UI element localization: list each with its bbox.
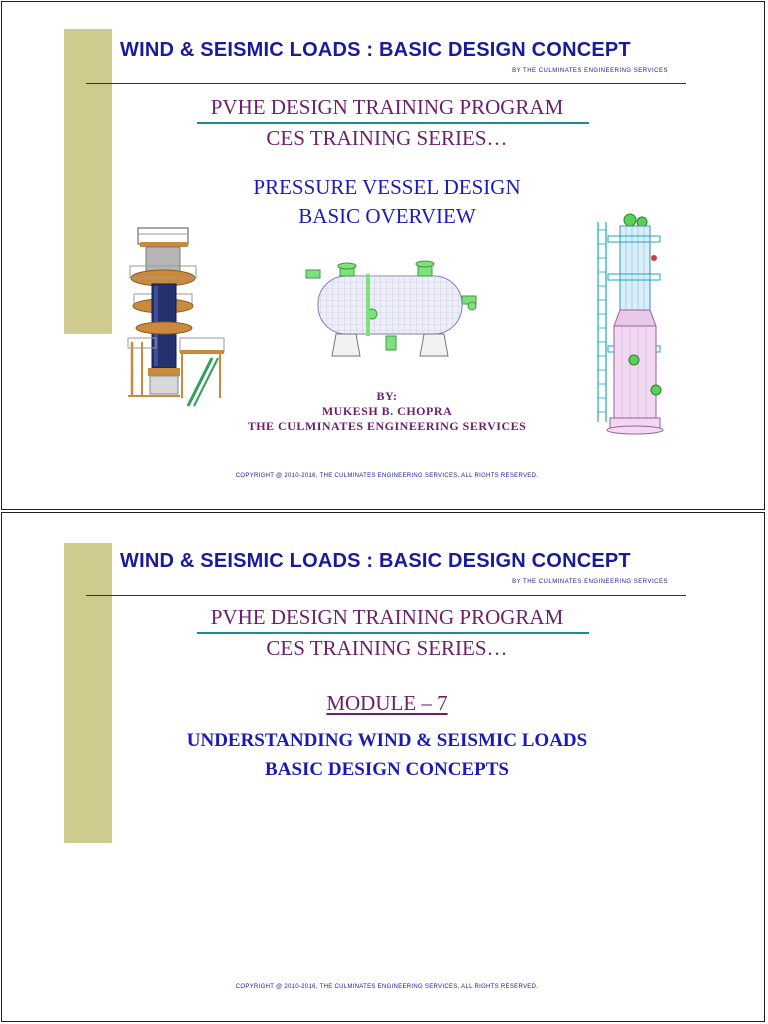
copyright-notice: COPYRIGHT @ 2010-2016, THE CULMINATES ENGINEERING SERVICES, ALL RIGHTS RESERVED.: [235, 473, 539, 479]
module-label: MODULE – 7: [326, 691, 448, 715]
slide-title: WIND & SEISMIC LOADS : BASIC DESIGN CONCEPT: [120, 550, 631, 572]
slide-title: WIND & SEISMIC LOADS : BASIC DESIGN CONCEPT: [120, 39, 631, 61]
header-divider: [86, 595, 686, 596]
slide-2: [1, 512, 765, 1022]
series-title: CES TRAINING SERIES…: [266, 636, 508, 660]
program-underline: [197, 632, 589, 634]
vertical-vessel-structure-illustration: [120, 220, 230, 414]
horizontal-vessel-illustration: [302, 258, 482, 370]
slide-1: [1, 1, 765, 510]
module-number: [2, 691, 765, 716]
program-title: PVHE DESIGN TRAINING PROGRAM: [210, 605, 564, 629]
heading-line-1: UNDERSTANDING WIND & SEISMIC LOADS: [186, 730, 588, 751]
company-name: THE CULMINATES ENGINEERING SERVICES: [247, 419, 527, 433]
author-name: MUKESH B. CHOPRA: [321, 404, 453, 418]
program-underline: [197, 122, 589, 124]
heading-line-2: BASIC DESIGN CONCEPTS: [265, 759, 509, 780]
header-divider: [86, 83, 686, 84]
heading-line-1: PRESSURE VESSEL DESIGN: [253, 175, 521, 199]
copyright-notice: COPYRIGHT @ 2010-2016, THE CULMINATES ENGINEERING SERVICES, ALL RIGHTS RESERVED.: [235, 984, 539, 990]
heading-line-2: BASIC OVERVIEW: [298, 204, 476, 228]
program-title: PVHE DESIGN TRAINING PROGRAM: [210, 95, 564, 119]
slide-byline: BY THE CULMINATES ENGINEERING SERVICES: [512, 579, 668, 585]
series-title: CES TRAINING SERIES…: [266, 126, 508, 150]
by-label: BY:: [376, 389, 398, 403]
slide-byline: BY THE CULMINATES ENGINEERING SERVICES: [512, 68, 668, 74]
